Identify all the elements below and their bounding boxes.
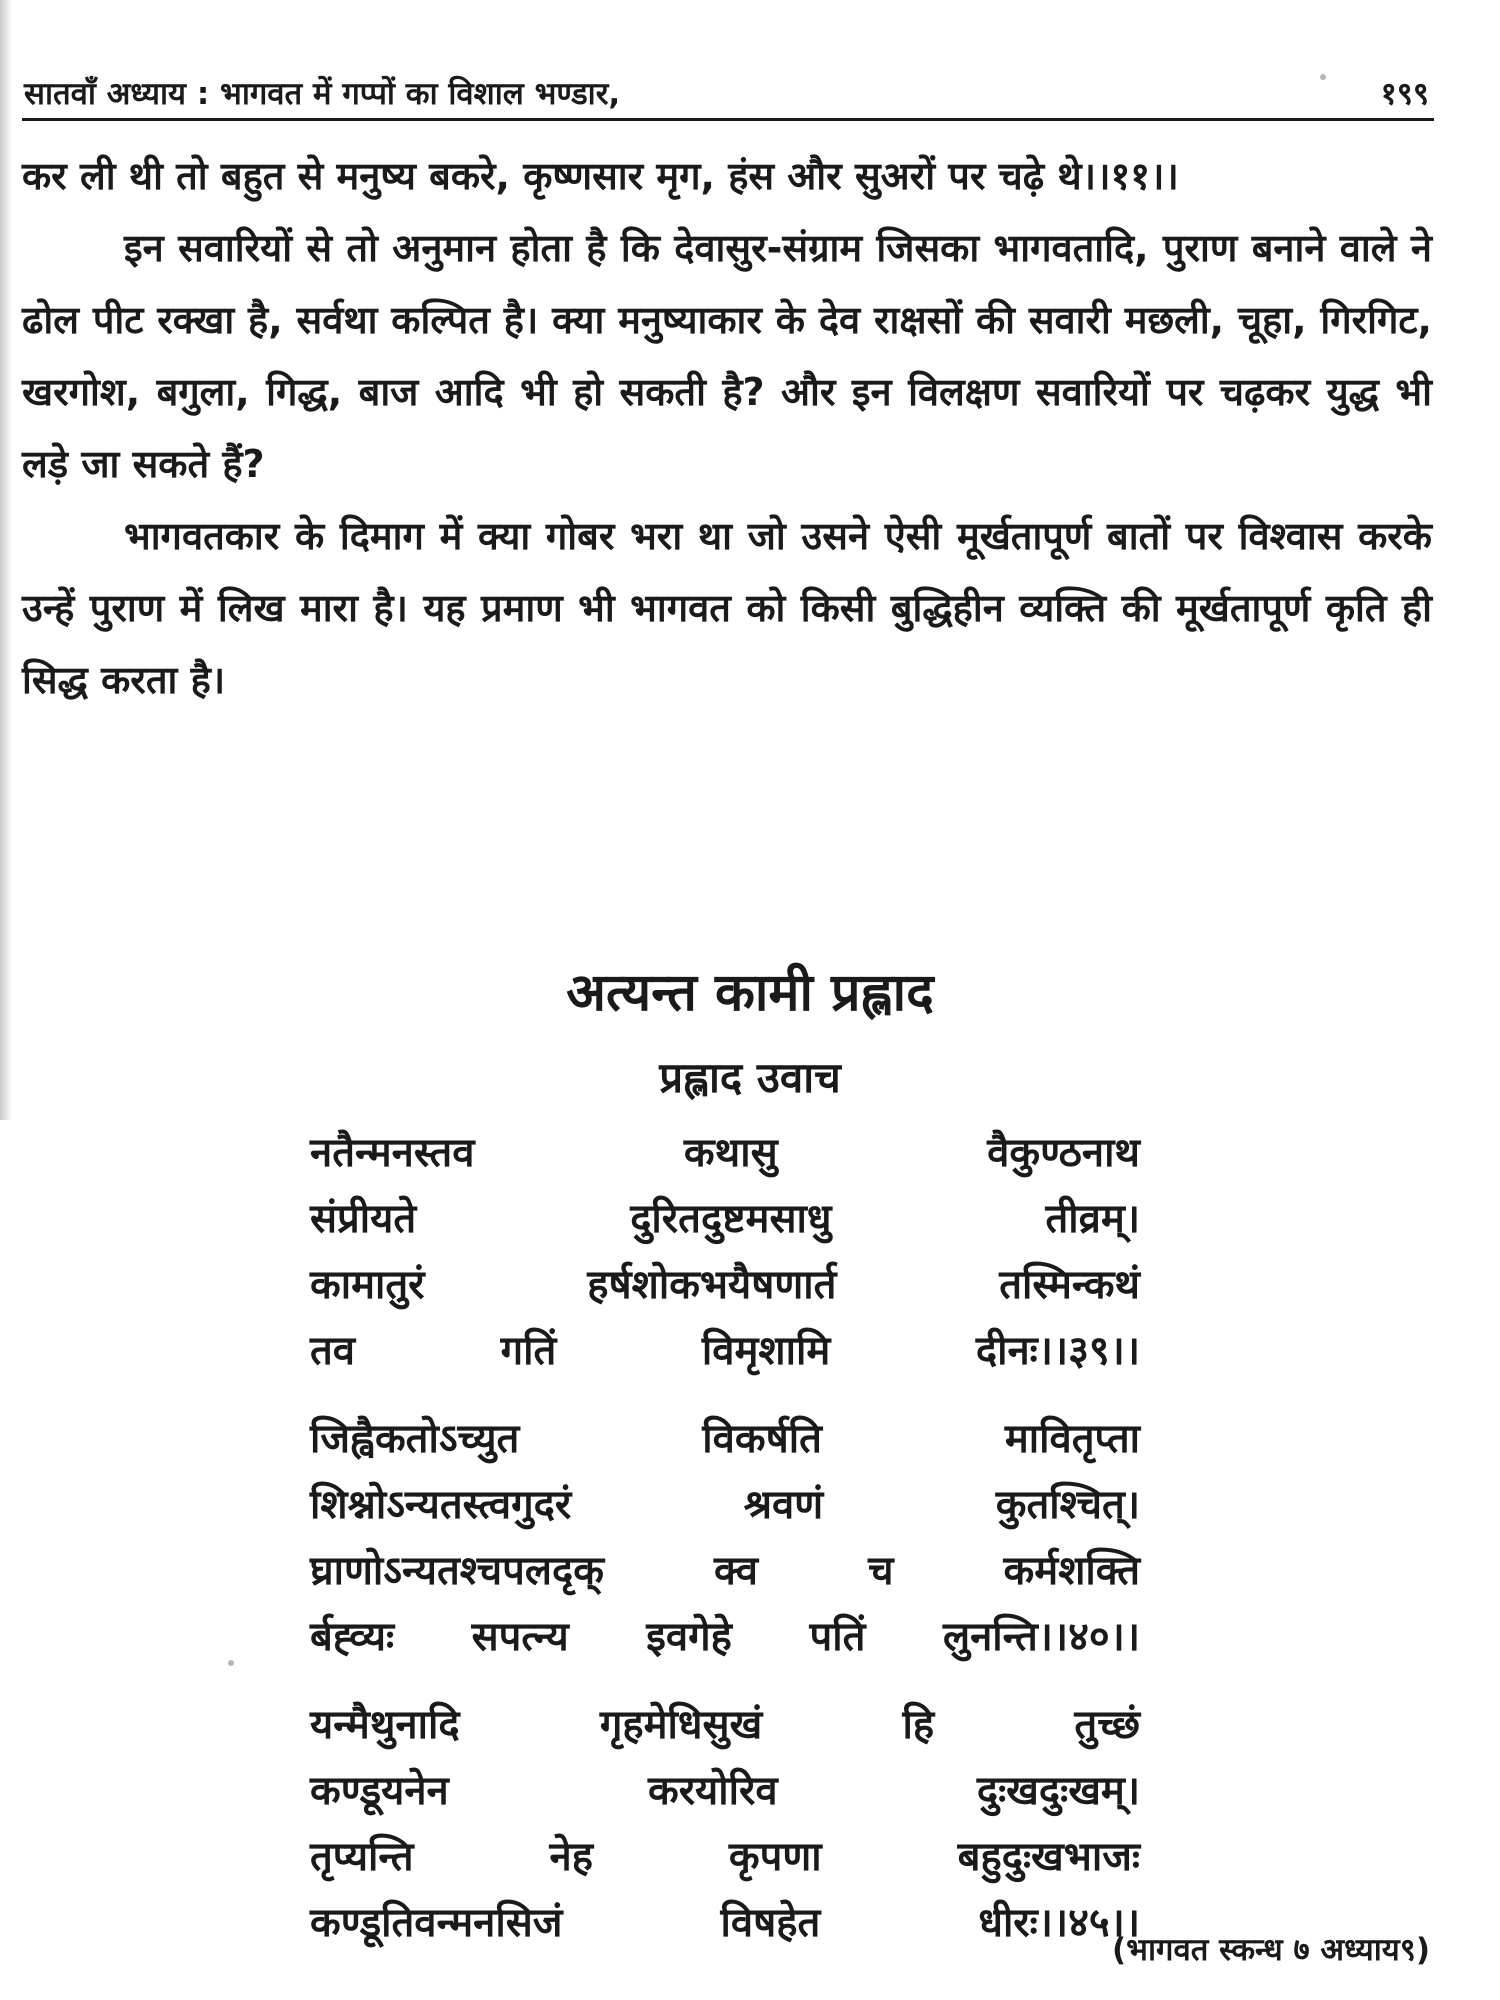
section-heading: अत्यन्त कामी प्रह्लाद — [566, 963, 934, 1023]
paragraph: इन सवारियों से तो अनुमान होता है कि देवासुर-संग्राम जिसका भागवतादि, पुराण बनाने वाले ने ढोल पीट रक्खा है, सर्वथा कल्पित है। क्या मनुष्याकार के देव राक्षसों की सवारी मछली, चूहा, गिरगिट, खरगोश, बगुला, गिद्ध, बाज आदि भी हो सकती है? और इन विलक्षण सवारियों पर चढ़कर युद्ध भी लड़े जा सकते हैं? — [22, 226, 1432, 486]
verse-block — [310, 1120, 1140, 1978]
binding-shadow — [0, 0, 12, 1120]
paragraph: भागवतकार के दिमाग में क्या गोबर भरा था जो उसने ऐसी मूर्खतापूर्ण बातों पर विश्वास करके उन्हें पुराण में लिख मारा है। यह प्रमाण भी भागवत को किसी बुद्धिहीन व्यक्ति की मूर्खतापूर्ण कृति ही सिद्ध करता है। — [22, 514, 1432, 702]
page-number: १९९ — [1380, 76, 1429, 112]
citation: (भागवत स्कन्ध ७ अध्याय९) — [1112, 1932, 1430, 1968]
verse-line: संप्रीयते दुरितदुष्टमसाधु तीव्रम्। — [310, 1196, 1140, 1242]
header-rule — [22, 118, 1434, 121]
verse — [310, 1692, 1140, 1956]
verse-line: तृप्यन्ति नेह कृपणा बहुदुःखभाजः — [310, 1834, 1140, 1880]
verse-line: तव गतिं विमृशामि दीनः।।३९।। — [310, 1328, 1140, 1374]
verse-line: कण्डूयनेन करयोरिव दुःखदुःखम्। — [310, 1768, 1140, 1814]
chapter-title: सातवाँ अध्याय : भागवत में गप्पों का विशाल भण्डार, — [24, 76, 621, 112]
body-text — [22, 140, 1432, 716]
verse-line: नतैन्मनस्तव कथासु वैकुण्ठनाथ — [310, 1130, 1140, 1176]
verse — [310, 1406, 1140, 1670]
paragraph: कर ली थी तो बहुत से मनुष्य बकरे, कृष्णसार मृग, हंस और सुअरों पर चढ़े थे।।११।। — [22, 154, 1179, 198]
verse-line: कामातुरं हर्षशोकभयैषणार्त तस्मिन्कथं — [310, 1262, 1140, 1308]
verse — [310, 1120, 1140, 1384]
speaker-label: प्रह्लाद उवाच — [659, 1053, 841, 1102]
verse-line: कण्डूतिवन्मनसिजं विषहेत धीरः।।४५।। — [310, 1900, 1140, 1946]
verse-line: शिश्नोऽन्यतस्त्वगुदरं श्रवणं कुतश्चित्। — [310, 1482, 1140, 1528]
print-speck — [228, 1660, 234, 1666]
verse-line: जिह्वैकतोऽच्युत विकर्षति मावितृप्ता — [310, 1416, 1140, 1462]
running-header — [24, 68, 1429, 118]
verse-line: र्बह्व्यः सपत्न्य इवगेहे पतिं लुनन्ति।।४०।। — [310, 1614, 1140, 1660]
verse-line: घ्राणोऽन्यतश्चपलदृक् क्व च कर्मशक्ति — [310, 1548, 1140, 1594]
verse-line: यन्मैथुनादि गृहमेधिसुखं हि तुच्छं — [310, 1702, 1140, 1748]
print-speck — [1320, 74, 1326, 80]
